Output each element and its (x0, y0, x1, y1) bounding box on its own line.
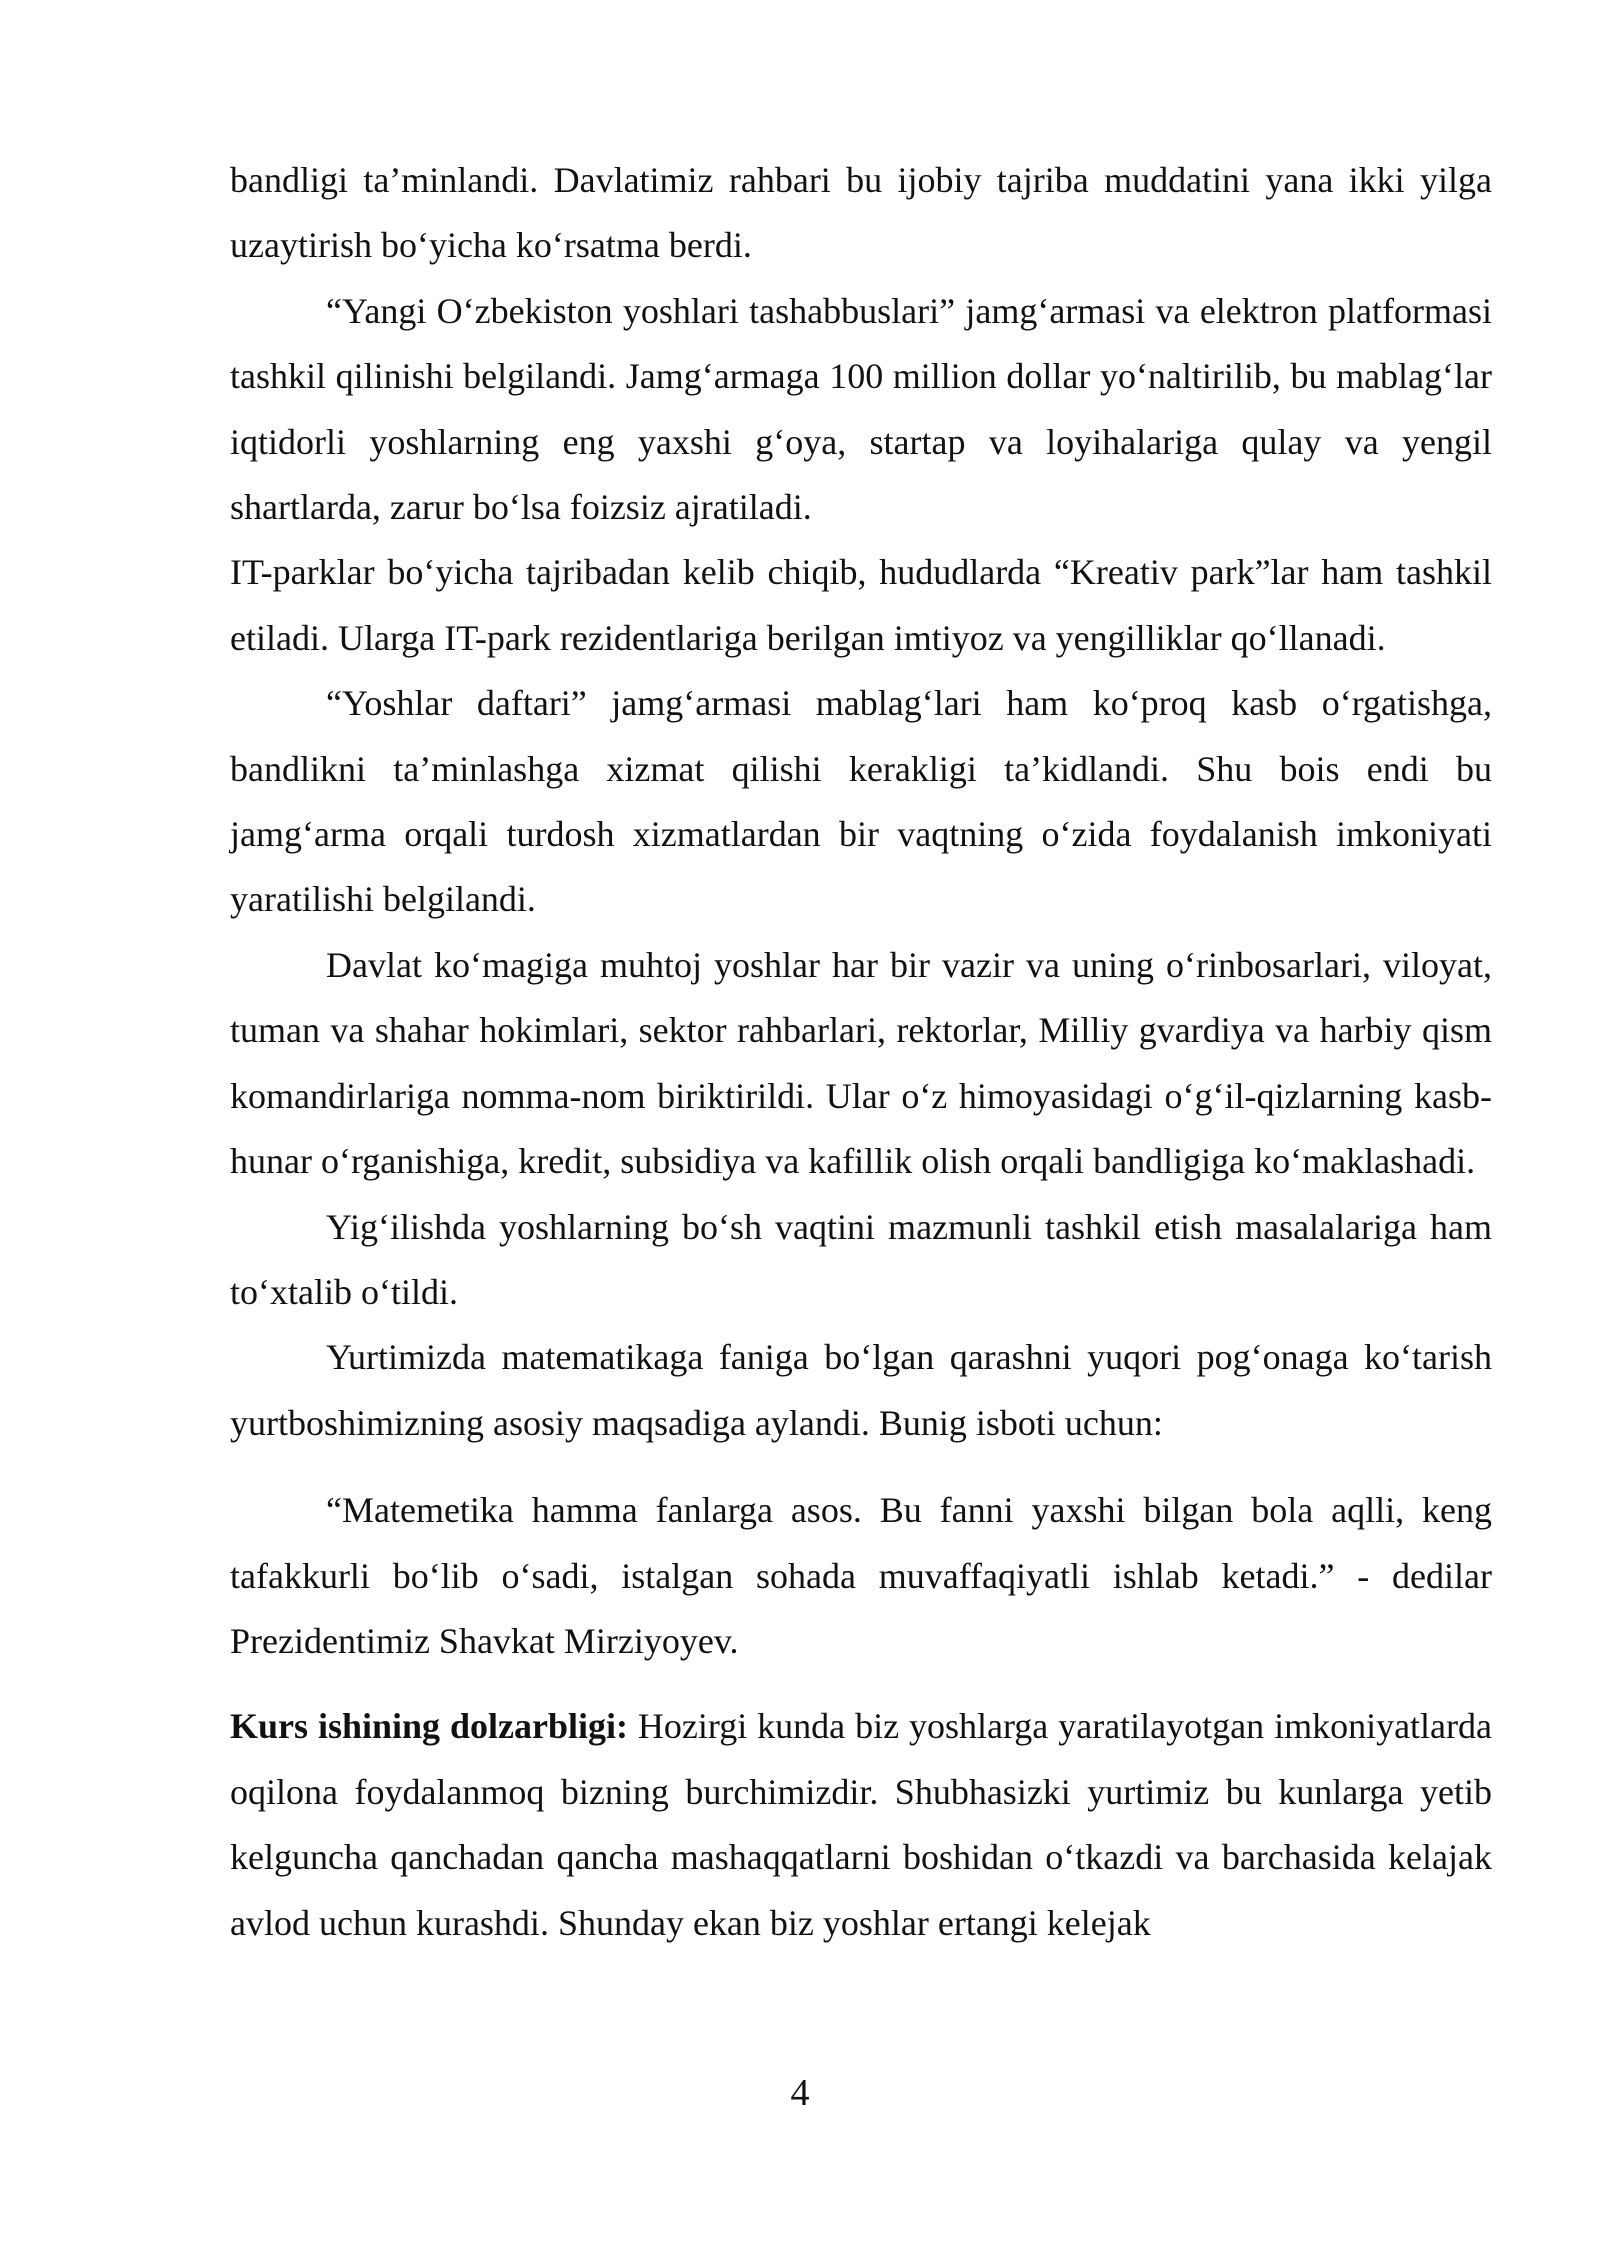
quote-paragraph: “Matemetika hamma fanlarga asos. Bu fanni yaxshi bilgan bola aqlli, keng tafakkurli bo‘lib o‘sadi, istalgan sohada muvaffaqiyatli ishlab ketadi.” - dedilar Prezidentimiz Shavkat Mirziyoyev. (230, 1490, 1492, 1661)
page-body (230, 148, 1492, 1956)
paragraph-7: Yurtimizda matematikaga faniga bo‘lgan qarashni yuqori pog‘onaga ko‘tarish yurtboshimizning asosiy maqsadiga aylandi. Bunig isboti uchun: (230, 1337, 1492, 1443)
relevance-paragraph (230, 1694, 1492, 1956)
paragraph-1: bandligi ta’minlandi. Davlatimiz rahbari bu ijobiy tajriba muddatini yana ikki yilga uzaytirish bo‘yicha ko‘rsatma berdi. (230, 160, 1492, 266)
paragraph-6: Yig‘ilishda yoshlarning bo‘sh vaqtini mazmunli tashkil etish masalalariga ham to‘xtalib o‘tildi. (230, 1206, 1492, 1312)
paragraph-3: IT-parklar bo‘yicha tajribadan kelib chiqib, hududlarda “Kreativ park”lar ham tashkil etiladi. Ularga IT-park rezidentlariga berilgan imtiyoz va yengilliklar qo‘llanadi. (230, 552, 1492, 658)
relevance-text: Hozirgi kunda biz yoshlarga yaratilayotgan imkoniyatlarda oqilona foydalanmoq bizning burchimizdir. Shubhasizki yurtimiz bu kunlarga yetib kelguncha qanchadan qancha mashaqqatlarni boshidan o‘tkazdi va barchasida kelajak avlod uchun kurashdi. Shunday ekan biz yoshlar ertangi kelejak (230, 1706, 1492, 1943)
paragraph-5: Davlat ko‘magiga muhtoj yoshlar har bir vazir va uning o‘rinbosarlari, viloyat, tuman va shahar hokimlari, sektor rahbarlari, rektorlar, Milliy gvardiya va harbiy qism komandirlariga nomma-nom biriktirildi. Ular o‘z himoyasidagi o‘g‘il-qizlarning kasb-hunar o‘rganishiga, kredit, subsidiya va kafillik olish orqali bandligiga ko‘maklashadi. (230, 944, 1492, 1182)
page-number: 4 (790, 2072, 810, 2114)
paragraph-2: “Yangi O‘zbekiston yoshlari tashabbuslari” jamg‘armasi va elektron platformasi tashkil qilinishi belgilandi. Jamg‘armaga 100 million dollar yo‘naltirilib, bu mablag‘lar iqtidorli yoshlarning eng yaxshi g‘oya, startap va loyihalariga qulay va yengil shartlarda, zarur bo‘lsa foizsiz ajratiladi. (230, 290, 1492, 528)
paragraph-4: “Yoshlar daftari” jamg‘armasi mablag‘lari ham ko‘proq kasb o‘rgatishga, bandlikni ta’minlashga xizmat qilishi kerakligi ta’kidlandi. Shu bois endi bu jamg‘arma orqali turdosh xizmatlardan bir vaqtning o‘zida foydalanish imkoniyati yaratilishi belgilandi. (230, 683, 1492, 920)
relevance-heading: Kurs ishining dolzarbligi: (230, 1706, 628, 1747)
